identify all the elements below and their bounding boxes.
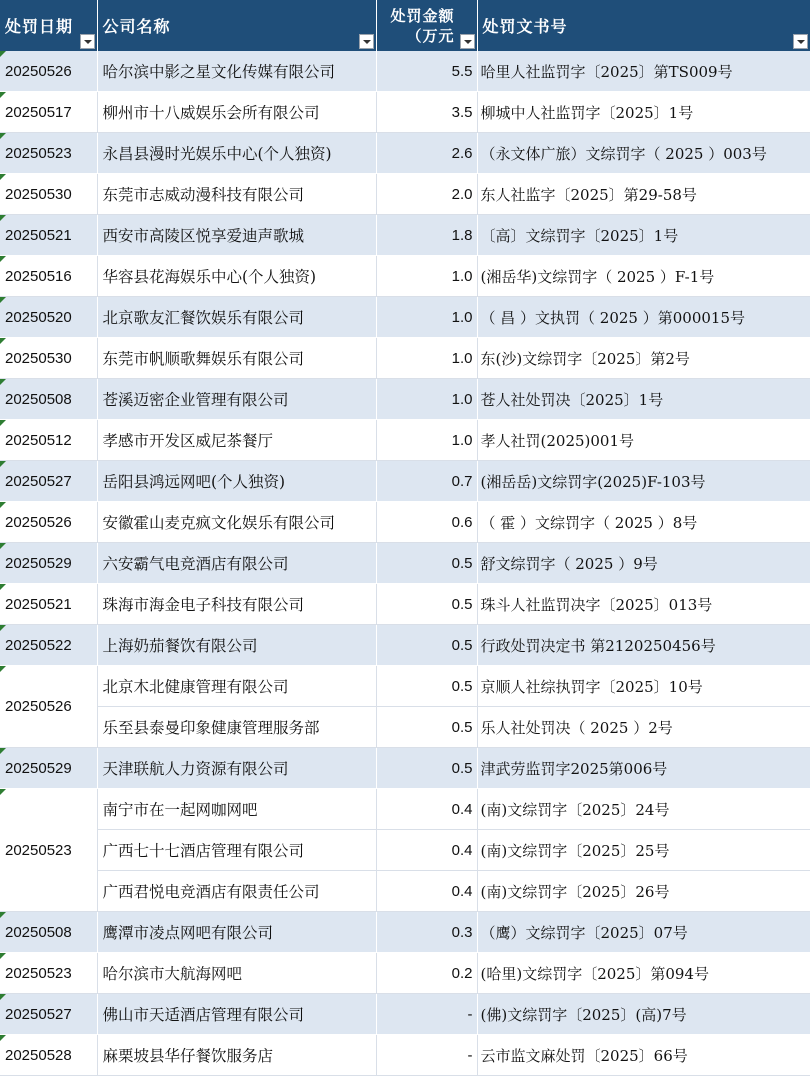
header-doc-label: 处罚文书号	[482, 17, 568, 36]
company-cell[interactable]: 上海奶茄餐饮有限公司	[97, 625, 376, 666]
date-cell[interactable]	[0, 543, 97, 584]
table-row	[0, 461, 810, 502]
date-cell[interactable]	[0, 51, 97, 92]
amount-cell[interactable]: 0.2	[376, 953, 477, 994]
date-text: 20250526	[5, 513, 72, 531]
date-cell[interactable]	[0, 379, 97, 420]
cell-flag-icon	[0, 666, 6, 672]
date-cell[interactable]	[0, 502, 97, 543]
date-cell[interactable]	[0, 256, 97, 297]
date-cell[interactable]	[0, 133, 97, 174]
filter-dropdown-date-icon[interactable]	[80, 34, 95, 49]
date-text: 20250512	[5, 431, 72, 449]
company-cell[interactable]: 天津联航人力资源有限公司	[97, 748, 376, 789]
doc-number-cell[interactable]: 舒文综罚字（ 2025 ）9号	[477, 543, 810, 584]
amount-cell[interactable]: -	[376, 1035, 477, 1076]
amount-cell[interactable]: 0.5	[376, 625, 477, 666]
cell-flag-icon	[0, 584, 6, 590]
company-cell[interactable]: 永昌县漫时光娱乐中心(个人独资)	[97, 133, 376, 174]
doc-number-cell[interactable]: (南)文综罚字〔2025〕25号	[477, 830, 810, 871]
table-row	[0, 1035, 810, 1076]
amount-cell[interactable]: 0.5	[376, 666, 477, 707]
doc-number-cell[interactable]: 京顺人社综执罚字〔2025〕10号	[477, 666, 810, 707]
amount-cell[interactable]: 1.0	[376, 420, 477, 461]
amount-cell[interactable]: 1.0	[376, 256, 477, 297]
company-cell[interactable]: 北京歌友汇餐饮娱乐有限公司	[97, 297, 376, 338]
table-body	[0, 51, 810, 1076]
header-company	[97, 0, 376, 51]
company-cell[interactable]: 乐至县泰曼印象健康管理服务部	[97, 707, 376, 748]
date-text: 20250523	[5, 144, 72, 162]
doc-number-cell[interactable]: （鹰）文综罚字〔2025〕07号	[477, 912, 810, 953]
cell-flag-icon	[0, 256, 6, 262]
amount-cell[interactable]: 0.4	[376, 830, 477, 871]
table-row	[0, 215, 810, 256]
doc-number-cell[interactable]: (南)文综罚字〔2025〕26号	[477, 871, 810, 912]
date-text: 20250508	[5, 923, 72, 941]
doc-number-cell[interactable]: 哈里人社监罚字〔2025〕第TS009号	[477, 51, 810, 92]
company-cell[interactable]: 柳州市十八威娱乐会所有限公司	[97, 92, 376, 133]
header-doc	[477, 0, 810, 51]
date-cell[interactable]	[0, 338, 97, 379]
doc-number-cell[interactable]: (佛)文综罚字〔2025〕(高)7号	[477, 994, 810, 1035]
amount-cell[interactable]: 0.4	[376, 871, 477, 912]
amount-cell[interactable]: 5.5	[376, 51, 477, 92]
doc-number-cell[interactable]: 苍人社处罚决〔2025〕1号	[477, 379, 810, 420]
company-cell[interactable]: 安徽霍山麦克疯文化娱乐有限公司	[97, 502, 376, 543]
amount-cell[interactable]: 0.6	[376, 502, 477, 543]
amount-cell[interactable]: 0.3	[376, 912, 477, 953]
doc-number-cell[interactable]: 乐人社处罚决（ 2025 ）2号	[477, 707, 810, 748]
date-text: 20250522	[5, 636, 72, 654]
amount-cell[interactable]: -	[376, 994, 477, 1035]
amount-cell[interactable]: 0.4	[376, 789, 477, 830]
doc-number-cell[interactable]: (湘岳岳)文综罚字(2025)F-103号	[477, 461, 810, 502]
company-cell[interactable]: 北京木北健康管理有限公司	[97, 666, 376, 707]
cell-flag-icon	[0, 215, 6, 221]
company-cell[interactable]: 东莞市志威动漫科技有限公司	[97, 174, 376, 215]
company-cell[interactable]: 哈尔滨中影之星文化传媒有限公司	[97, 51, 376, 92]
doc-number-cell[interactable]: 〔高〕文综罚字〔2025〕1号	[477, 215, 810, 256]
filter-dropdown-doc-icon[interactable]	[793, 34, 808, 49]
date-text: 20250520	[5, 308, 72, 326]
amount-cell[interactable]: 2.6	[376, 133, 477, 174]
date-text: 20250523	[5, 964, 72, 982]
doc-number-cell[interactable]: （ 昌 ）文执罚（ 2025 ）第000015号	[477, 297, 810, 338]
doc-number-cell[interactable]: 珠斗人社监罚决字〔2025〕013号	[477, 584, 810, 625]
table-row	[0, 871, 810, 912]
table-row	[0, 174, 810, 215]
cell-flag-icon	[0, 543, 6, 549]
table-row	[0, 994, 810, 1035]
date-cell[interactable]	[0, 953, 97, 994]
header-date	[0, 0, 97, 51]
table-row	[0, 379, 810, 420]
company-cell[interactable]: 广西七十七酒店管理有限公司	[97, 830, 376, 871]
amount-cell[interactable]: 1.0	[376, 379, 477, 420]
date-text: 20250526	[5, 62, 72, 80]
cell-flag-icon	[0, 1035, 6, 1041]
date-cell[interactable]	[0, 584, 97, 625]
company-cell[interactable]: 佛山市天适酒店管理有限公司	[97, 994, 376, 1035]
date-cell[interactable]	[0, 297, 97, 338]
date-cell[interactable]	[0, 92, 97, 133]
date-cell[interactable]	[0, 748, 97, 789]
amount-cell[interactable]: 0.5	[376, 543, 477, 584]
company-cell[interactable]: 东莞市帆顺歌舞娱乐有限公司	[97, 338, 376, 379]
company-cell[interactable]: 南宁市在一起网咖网吧	[97, 789, 376, 830]
cell-flag-icon	[0, 338, 6, 344]
cell-flag-icon	[0, 51, 6, 57]
header-row	[0, 0, 810, 51]
cell-flag-icon	[0, 625, 6, 631]
doc-number-cell[interactable]: 柳城中人社监罚字〔2025〕1号	[477, 92, 810, 133]
amount-cell[interactable]: 0.7	[376, 461, 477, 502]
date-text: 20250529	[5, 759, 72, 777]
date-text: 20250516	[5, 267, 72, 285]
header-amount-label-line2: （万元	[406, 26, 455, 45]
doc-number-cell[interactable]: 孝人社罚(2025)001号	[477, 420, 810, 461]
date-cell[interactable]	[0, 666, 97, 748]
cell-flag-icon	[0, 502, 6, 508]
date-text: 20250528	[5, 1046, 72, 1064]
date-text: 20250529	[5, 554, 72, 572]
date-text: 20250527	[5, 1005, 72, 1023]
table-row	[0, 625, 810, 666]
table-row	[0, 912, 810, 953]
cell-flag-icon	[0, 133, 6, 139]
table-row	[0, 133, 810, 174]
company-cell[interactable]: 孝感市开发区威尼茶餐厅	[97, 420, 376, 461]
cell-flag-icon	[0, 994, 6, 1000]
company-cell[interactable]: 鹰潭市凌点网吧有限公司	[97, 912, 376, 953]
date-cell[interactable]	[0, 215, 97, 256]
company-cell[interactable]: 哈尔滨市大航海网吧	[97, 953, 376, 994]
date-cell[interactable]	[0, 625, 97, 666]
company-cell[interactable]: 苍溪迈密企业管理有限公司	[97, 379, 376, 420]
cell-flag-icon	[0, 420, 6, 426]
amount-cell[interactable]: 1.0	[376, 297, 477, 338]
amount-cell[interactable]: 1.0	[376, 338, 477, 379]
company-cell[interactable]: 西安市高陵区悦享爱迪声歌城	[97, 215, 376, 256]
amount-cell[interactable]: 0.5	[376, 707, 477, 748]
table-row	[0, 502, 810, 543]
company-cell[interactable]: 珠海市海金电子科技有限公司	[97, 584, 376, 625]
date-cell[interactable]	[0, 789, 97, 912]
company-cell[interactable]: 岳阳县鸿远网吧(个人独资)	[97, 461, 376, 502]
date-cell[interactable]	[0, 174, 97, 215]
company-cell[interactable]: 麻栗坡县华仔餐饮服务店	[97, 1035, 376, 1076]
date-cell[interactable]	[0, 912, 97, 953]
date-text: 20250530	[5, 349, 72, 367]
date-cell[interactable]	[0, 994, 97, 1035]
table-row	[0, 297, 810, 338]
date-text: 20250517	[5, 103, 72, 121]
amount-cell[interactable]: 1.8	[376, 215, 477, 256]
company-cell[interactable]: 华容县花海娱乐中心(个人独资)	[97, 256, 376, 297]
amount-cell[interactable]: 0.5	[376, 748, 477, 789]
doc-number-cell[interactable]: (湘岳华)文综罚字（ 2025 ）F-1号	[477, 256, 810, 297]
table-row	[0, 830, 810, 871]
doc-number-cell[interactable]: 东(沙)文综罚字〔2025〕第2号	[477, 338, 810, 379]
header-amount	[376, 0, 477, 51]
date-text: 20250508	[5, 390, 72, 408]
date-text: 20250527	[5, 472, 72, 490]
company-cell[interactable]: 广西君悦电竞酒店有限责任公司	[97, 871, 376, 912]
table-row	[0, 707, 810, 748]
cell-flag-icon	[0, 461, 6, 467]
doc-number-cell[interactable]: 行政处罚决定书 第2120250456号	[477, 625, 810, 666]
table-row	[0, 92, 810, 133]
cell-flag-icon	[0, 953, 6, 959]
cell-flag-icon	[0, 748, 6, 754]
table-row	[0, 51, 810, 92]
doc-number-cell[interactable]: （ 霍 ）文综罚字（ 2025 ）8号	[477, 502, 810, 543]
doc-number-cell[interactable]: （永文体广旅）文综罚字（ 2025 ）003号	[477, 133, 810, 174]
company-cell[interactable]: 六安霸气电竞酒店有限公司	[97, 543, 376, 584]
table-row	[0, 584, 810, 625]
doc-number-cell[interactable]: (哈里)文综罚字〔2025〕第094号	[477, 953, 810, 994]
table-row	[0, 789, 810, 830]
table-row	[0, 543, 810, 584]
cell-flag-icon	[0, 912, 6, 918]
date-cell[interactable]	[0, 461, 97, 502]
cell-flag-icon	[0, 92, 6, 98]
header-date-label: 处罚日期	[5, 17, 74, 36]
header-amount-label-line1: 处罚金额	[390, 6, 455, 25]
header-company-label: 公司名称	[102, 17, 171, 36]
cell-flag-icon	[0, 789, 6, 795]
table-row	[0, 338, 810, 379]
date-cell[interactable]	[0, 420, 97, 461]
table-row	[0, 666, 810, 707]
date-text: 20250530	[5, 185, 72, 203]
amount-cell[interactable]: 3.5	[376, 92, 477, 133]
date-text: 20250526	[5, 698, 72, 715]
cell-flag-icon	[0, 297, 6, 303]
date-text: 20250521	[5, 595, 72, 613]
cell-flag-icon	[0, 379, 6, 385]
table-row	[0, 748, 810, 789]
filter-dropdown-amount-icon[interactable]	[460, 34, 475, 49]
amount-cell[interactable]: 2.0	[376, 174, 477, 215]
filter-dropdown-company-icon[interactable]	[359, 34, 374, 49]
date-text: 20250523	[5, 841, 72, 859]
amount-cell[interactable]: 0.5	[376, 584, 477, 625]
doc-number-cell[interactable]: (南)文综罚字〔2025〕24号	[477, 789, 810, 830]
table-row	[0, 420, 810, 461]
table-row	[0, 256, 810, 297]
doc-number-cell[interactable]: 津武劳监罚字2025第006号	[477, 748, 810, 789]
table-row	[0, 953, 810, 994]
cell-flag-icon	[0, 174, 6, 180]
doc-number-cell[interactable]: 东人社监字〔2025〕第29-58号	[477, 174, 810, 215]
doc-number-cell[interactable]: 云市监文麻处罚〔2025〕66号	[477, 1035, 810, 1076]
date-cell[interactable]	[0, 1035, 97, 1076]
date-text: 20250521	[5, 226, 72, 244]
